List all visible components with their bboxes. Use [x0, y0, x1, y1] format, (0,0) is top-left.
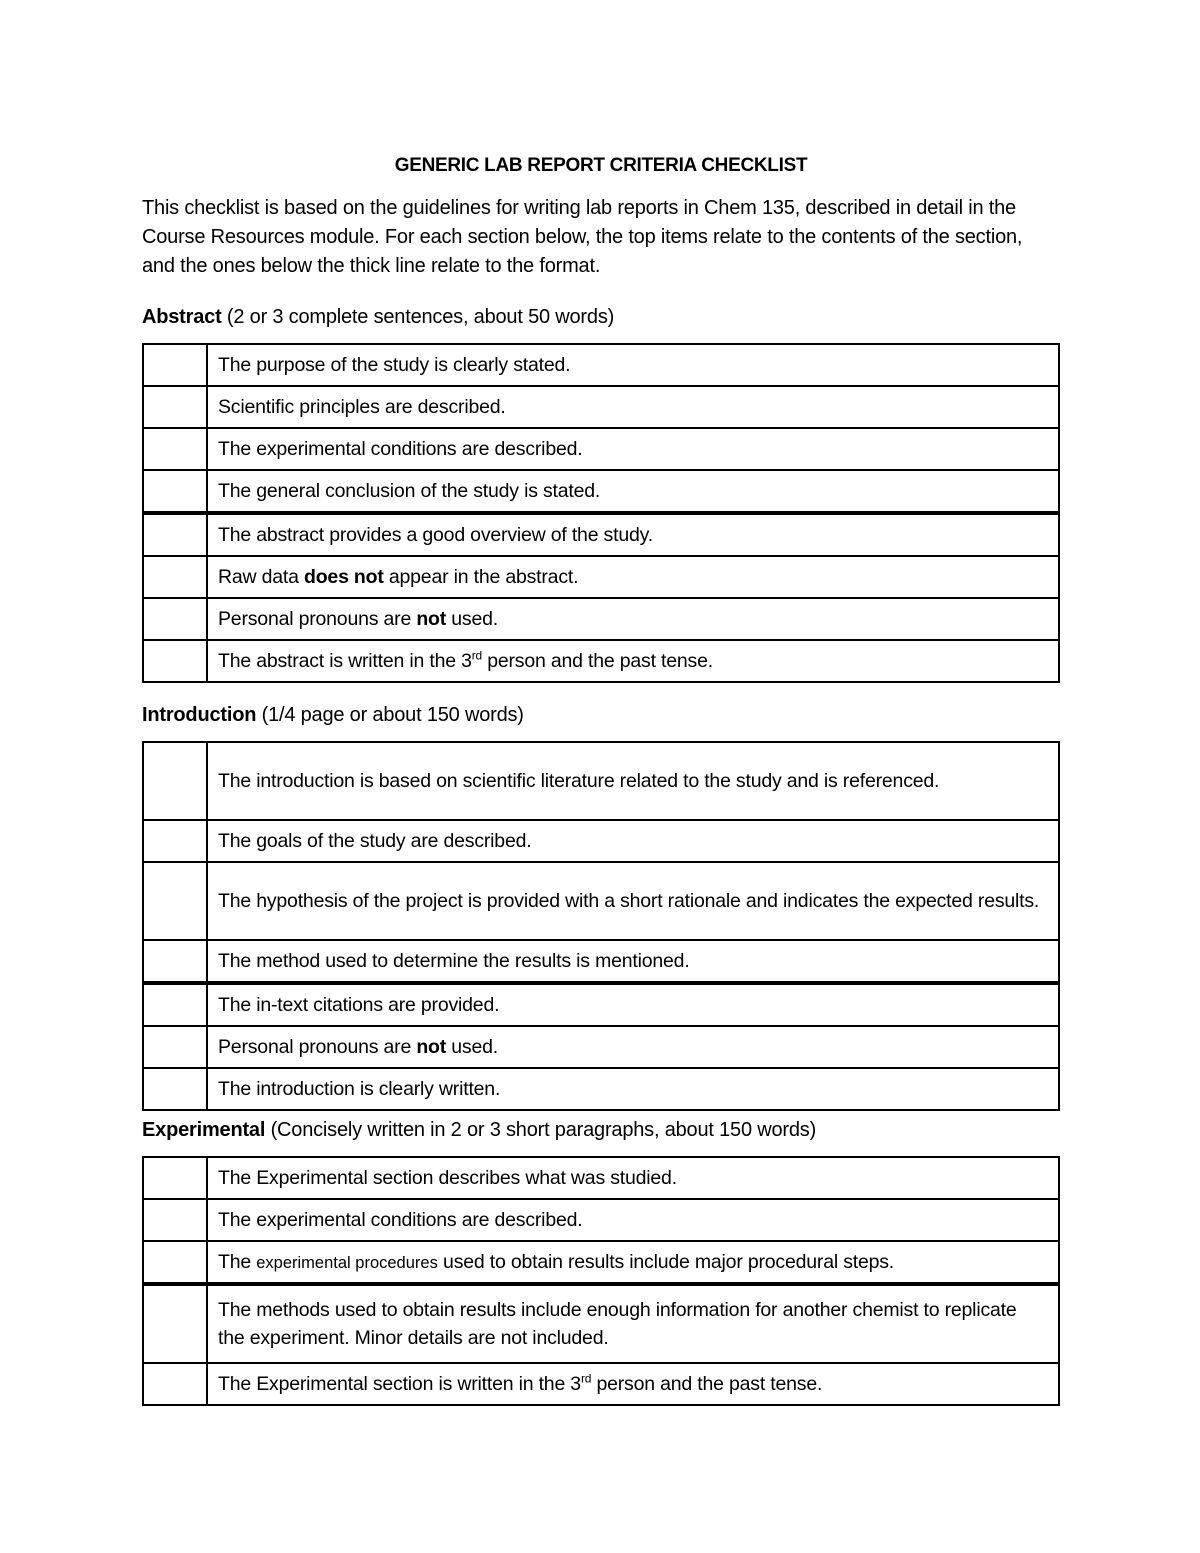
table-row [143, 1284, 1059, 1363]
criterion-text: The in-text citations are provided. [207, 983, 1059, 1026]
table-row [143, 983, 1059, 1026]
table-row [143, 820, 1059, 862]
text-run: person and the past tense. [591, 1373, 823, 1395]
table-row [143, 640, 1059, 682]
criterion-text [207, 556, 1059, 598]
table-row [143, 386, 1059, 428]
abstract-heading-note: (2 or 3 complete sentences, about 50 words) [221, 306, 615, 328]
checkbox-cell[interactable] [143, 1363, 207, 1405]
text-run: used to obtain results include major procedural steps. [437, 1250, 895, 1273]
superscript: rd [471, 648, 482, 663]
criterion-text [207, 598, 1059, 640]
table-row [143, 1199, 1059, 1241]
checkbox-cell[interactable] [143, 640, 207, 682]
text-run: Raw data [218, 566, 304, 588]
checkbox-cell[interactable] [143, 1068, 207, 1110]
criterion-text: Scientific principles are described. [207, 386, 1059, 428]
criterion-text [207, 640, 1059, 682]
table-row [143, 598, 1059, 640]
text-run: used. [446, 608, 498, 630]
introduction-heading-note: (1/4 page or about 150 words) [256, 704, 524, 726]
criterion-text: The goals of the study are described. [207, 820, 1059, 862]
table-row [143, 742, 1059, 820]
criterion-text: The introduction is clearly written. [207, 1068, 1059, 1110]
checkbox-cell[interactable] [143, 820, 207, 862]
page-title: GENERIC LAB REPORT CRITERIA CHECKLIST [394, 155, 808, 176]
table-row [143, 344, 1059, 386]
abstract-heading-name: Abstract [142, 306, 222, 328]
experimental-heading [142, 1119, 816, 1142]
criterion-text [207, 1026, 1059, 1068]
criterion-text: The experimental conditions are described. [207, 1199, 1059, 1241]
checkbox-cell[interactable] [143, 386, 207, 428]
small-text-run: experimental procedures [256, 1253, 438, 1272]
table-row [143, 513, 1059, 556]
checkbox-cell[interactable] [143, 513, 207, 556]
experimental-heading-name: Experimental [142, 1119, 266, 1141]
text-run: The [218, 1250, 257, 1273]
abstract-heading [142, 306, 614, 329]
checkbox-cell[interactable] [143, 556, 207, 598]
introduction-heading [142, 704, 524, 727]
emphasis: not [416, 608, 447, 630]
abstract-checklist [142, 343, 1060, 683]
criterion-text: The purpose of the study is clearly stated. [207, 344, 1059, 386]
experimental-checklist [142, 1156, 1060, 1406]
table-row [143, 1241, 1059, 1284]
criterion-text: The introduction is based on scientific literature related to the study and is referenced. [207, 742, 1059, 820]
table-row [143, 470, 1059, 513]
checkbox-cell[interactable] [143, 1157, 207, 1199]
checkbox-cell[interactable] [143, 470, 207, 513]
checkbox-cell[interactable] [143, 742, 207, 820]
criterion-text [207, 1241, 1059, 1284]
text-run: The abstract is written in the 3 [218, 650, 472, 672]
text-run: The Experimental section is written in the 3 [218, 1373, 581, 1395]
criterion-text: The general conclusion of the study is stated. [207, 470, 1059, 513]
text-run: used. [446, 1036, 498, 1058]
criterion-text [207, 1363, 1059, 1405]
checkbox-cell[interactable] [143, 428, 207, 470]
text-run: person and the past tense. [482, 650, 713, 672]
checkbox-cell[interactable] [143, 344, 207, 386]
table-row [143, 1157, 1059, 1199]
emphasis: not [416, 1036, 447, 1058]
table-row [143, 1363, 1059, 1405]
table-row [143, 428, 1059, 470]
checkbox-cell[interactable] [143, 1199, 207, 1241]
checkbox-cell[interactable] [143, 940, 207, 983]
checkbox-cell[interactable] [143, 1026, 207, 1068]
text-run: appear in the abstract. [383, 566, 579, 588]
emphasis: does not [304, 566, 384, 588]
introduction-heading-name: Introduction [142, 704, 257, 726]
checkbox-cell[interactable] [143, 1284, 207, 1363]
text-run: Personal pronouns are [218, 1036, 417, 1058]
table-row [143, 862, 1059, 940]
table-row [143, 556, 1059, 598]
table-row [143, 1026, 1059, 1068]
introduction-checklist [142, 741, 1060, 1111]
criterion-text: The methods used to obtain results include enough information for another chemist to replicate the experiment. Minor details are not included. [207, 1284, 1059, 1363]
superscript: rd [580, 1371, 592, 1386]
table-row [143, 1068, 1059, 1110]
text-run: Personal pronouns are [218, 608, 417, 630]
checkbox-cell[interactable] [143, 598, 207, 640]
criterion-text: The Experimental section describes what was studied. [207, 1157, 1059, 1199]
table-row [143, 940, 1059, 983]
criterion-text: The method used to determine the results is mentioned. [207, 940, 1059, 983]
checkbox-cell[interactable] [143, 983, 207, 1026]
criterion-text: The hypothesis of the project is provided with a short rationale and indicates the expected results. [207, 862, 1059, 940]
criterion-text: The abstract provides a good overview of the study. [207, 513, 1059, 556]
experimental-heading-note: (Concisely written in 2 or 3 short paragraphs, about 150 words) [265, 1119, 817, 1141]
intro-paragraph: This checklist is based on the guidelines for writing lab reports in Chem 135, described in detail in the Course Resources module. For each section below, the top items relate to the contents of the section, and the ones below the thick line relate to the format. [142, 197, 1023, 277]
checkbox-cell[interactable] [143, 862, 207, 940]
criterion-text: The experimental conditions are described. [207, 428, 1059, 470]
checkbox-cell[interactable] [143, 1241, 207, 1284]
